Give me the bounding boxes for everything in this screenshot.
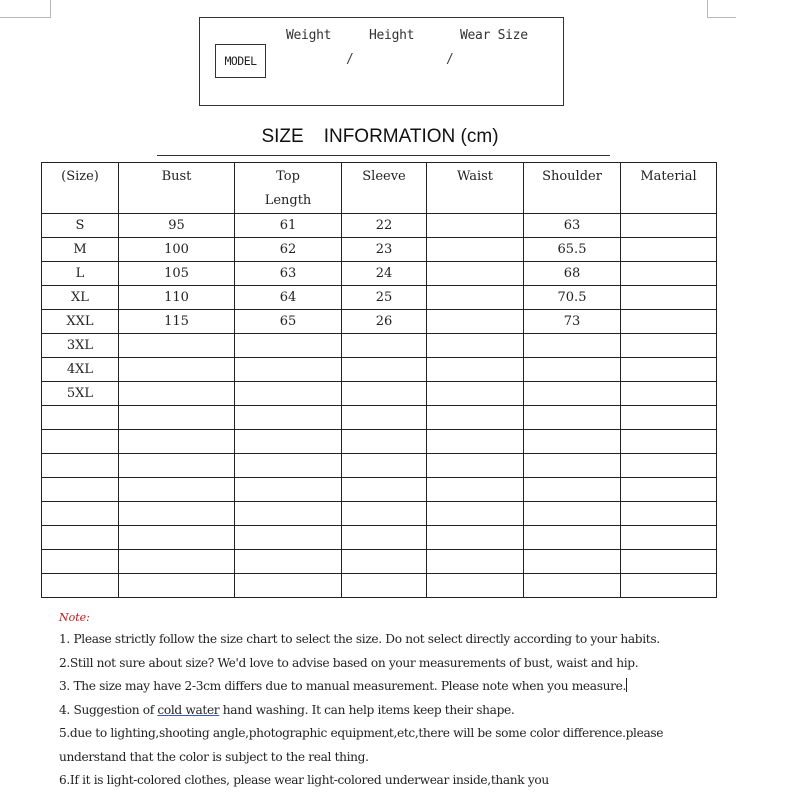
cell-size: XXL [42,310,119,334]
cell-waist [427,238,524,262]
cell-shoulder [524,454,621,478]
cell-sleeve [342,502,427,526]
header-size: (Size) [42,163,119,214]
note-title: Note: [59,611,90,624]
cell-top-length: 63 [235,262,342,286]
cell-waist [427,550,524,574]
table-row [42,478,717,502]
cell-shoulder [524,406,621,430]
cell-material [621,406,717,430]
separator-slash: / [346,52,354,67]
cell-top-length [235,526,342,550]
table-row [42,286,717,310]
cell-top-length [235,478,342,502]
table-row [42,406,717,430]
cell-shoulder [524,550,621,574]
cell-top-length [235,454,342,478]
size-table [41,162,717,598]
cell-waist [427,382,524,406]
cell-top-length: 61 [235,214,342,238]
notes-section [59,608,759,793]
table-row [42,550,717,574]
page-corner-mark-left [0,0,51,18]
cell-size: XL [42,286,119,310]
table-row [42,382,717,406]
header-bust: Bust [119,163,235,214]
title-information: INFORMATION (cm) [323,126,499,147]
cell-sleeve [342,454,427,478]
cell-sleeve [342,382,427,406]
model-info-box [199,17,564,106]
cell-shoulder [524,358,621,382]
weight-header: Weight [286,28,332,43]
cell-shoulder: 63 [524,214,621,238]
table-row [42,358,717,382]
cell-shoulder [524,334,621,358]
table-row [42,238,717,262]
cell-bust [119,502,235,526]
table-row [42,310,717,334]
header-shoulder: Shoulder [524,163,621,214]
cell-shoulder [524,502,621,526]
cell-size: 5XL [42,382,119,406]
cell-sleeve: 25 [342,286,427,310]
cell-size [42,454,119,478]
text-cursor [626,678,627,692]
cell-waist [427,214,524,238]
cell-size [42,526,119,550]
cell-material [621,262,717,286]
note-line-5: 5.due to lighting,shooting angle,photographic equipment,etc,there will be some color difference.please [59,726,664,740]
cell-top-length: 62 [235,238,342,262]
cell-size [42,430,119,454]
page-title [150,126,610,148]
cell-sleeve [342,574,427,598]
cell-size [42,574,119,598]
cell-top-length: 65 [235,310,342,334]
table-row [42,502,717,526]
separator-slash: / [446,52,454,67]
cell-sleeve [342,406,427,430]
note-line-4 [59,699,759,723]
note-line-3 [59,675,759,699]
note-line-6: 6.If it is light-colored clothes, please wear light-colored underwear inside,thank you [59,773,549,787]
wear-size-header: Wear Size [460,28,528,43]
table-row [42,334,717,358]
cell-bust [119,550,235,574]
note-line-2: 2.Still not sure about size? We'd love to advise based on your measurements of bust, waist and hip. [59,655,639,670]
cell-bust [119,454,235,478]
height-header: Height [369,28,415,43]
cell-bust: 115 [119,310,235,334]
cell-sleeve [342,334,427,358]
cell-bust [119,430,235,454]
cell-shoulder: 68 [524,262,621,286]
cell-shoulder [524,382,621,406]
cell-waist [427,286,524,310]
cell-sleeve [342,478,427,502]
cell-size [42,478,119,502]
cell-shoulder: 73 [524,310,621,334]
cell-size [42,550,119,574]
header-sleeve: Sleeve [342,163,427,214]
note-line-1: 1. Please strictly follow the size chart to select the size. Do not select directly according to your habits. [59,632,660,646]
table-row [42,262,717,286]
note-line-5-cont: understand that the color is subject to the real thing. [59,749,369,764]
cell-size: 3XL [42,334,119,358]
cell-material [621,238,717,262]
cell-bust [119,358,235,382]
cell-sleeve [342,526,427,550]
cell-sleeve [342,358,427,382]
cell-waist [427,430,524,454]
cell-top-length [235,502,342,526]
cell-material [621,358,717,382]
cell-waist [427,406,524,430]
cell-shoulder [524,574,621,598]
cell-waist [427,526,524,550]
title-size: SIZE [261,126,304,147]
cell-material [621,382,717,406]
page-corner-mark-right [707,0,736,18]
cell-bust: 110 [119,286,235,310]
cell-size: 4XL [42,358,119,382]
cell-material [621,310,717,334]
cell-sleeve: 26 [342,310,427,334]
cell-material [621,478,717,502]
cell-bust [119,334,235,358]
cell-waist [427,454,524,478]
cell-size [42,502,119,526]
table-row [42,454,717,478]
cell-top-length [235,430,342,454]
header-material: Material [621,163,717,214]
table-header-row [42,163,717,214]
table-row [42,430,717,454]
cell-sleeve: 24 [342,262,427,286]
cell-bust: 100 [119,238,235,262]
header-top-length: Top Length [235,163,342,214]
cell-bust [119,382,235,406]
cell-sleeve: 22 [342,214,427,238]
header-waist: Waist [427,163,524,214]
cell-top-length [235,574,342,598]
cell-material [621,574,717,598]
cell-top-length [235,406,342,430]
cell-material [621,526,717,550]
cell-shoulder [524,526,621,550]
cell-material [621,334,717,358]
cell-top-length: 64 [235,286,342,310]
cell-material [621,550,717,574]
table-row [42,214,717,238]
cell-shoulder: 70.5 [524,286,621,310]
cell-material [621,286,717,310]
table-row [42,574,717,598]
cell-sleeve: 23 [342,238,427,262]
table-row [42,526,717,550]
cell-bust: 105 [119,262,235,286]
cell-bust [119,478,235,502]
cell-bust [119,574,235,598]
cell-size: S [42,214,119,238]
note-line-4-suffix: hand washing. It can help items keep their shape. [219,702,515,717]
cell-top-length [235,358,342,382]
cell-size: M [42,238,119,262]
title-underline [157,155,610,156]
cell-top-length [235,334,342,358]
cell-material [621,430,717,454]
cell-shoulder: 65.5 [524,238,621,262]
cell-size: L [42,262,119,286]
cell-shoulder [524,478,621,502]
cell-waist [427,478,524,502]
cell-waist [427,574,524,598]
cell-size [42,406,119,430]
cell-waist [427,502,524,526]
cell-bust [119,526,235,550]
cell-material [621,454,717,478]
cell-waist [427,358,524,382]
cell-waist [427,310,524,334]
cell-shoulder [524,430,621,454]
note-line-4-prefix: 4. Suggestion of [59,702,158,717]
note-line-3-text: 3. The size may have 2-3cm differs due to manual measurement. Please note when you measure. [59,679,626,693]
cell-bust: 95 [119,214,235,238]
cell-bust [119,406,235,430]
cell-sleeve [342,550,427,574]
cell-top-length [235,550,342,574]
model-tag: MODEL [215,44,266,78]
spellcheck-underlined-text: cold water [157,702,220,717]
cell-material [621,214,717,238]
cell-sleeve [342,430,427,454]
cell-top-length [235,382,342,406]
cell-waist [427,334,524,358]
cell-material [621,502,717,526]
cell-waist [427,262,524,286]
